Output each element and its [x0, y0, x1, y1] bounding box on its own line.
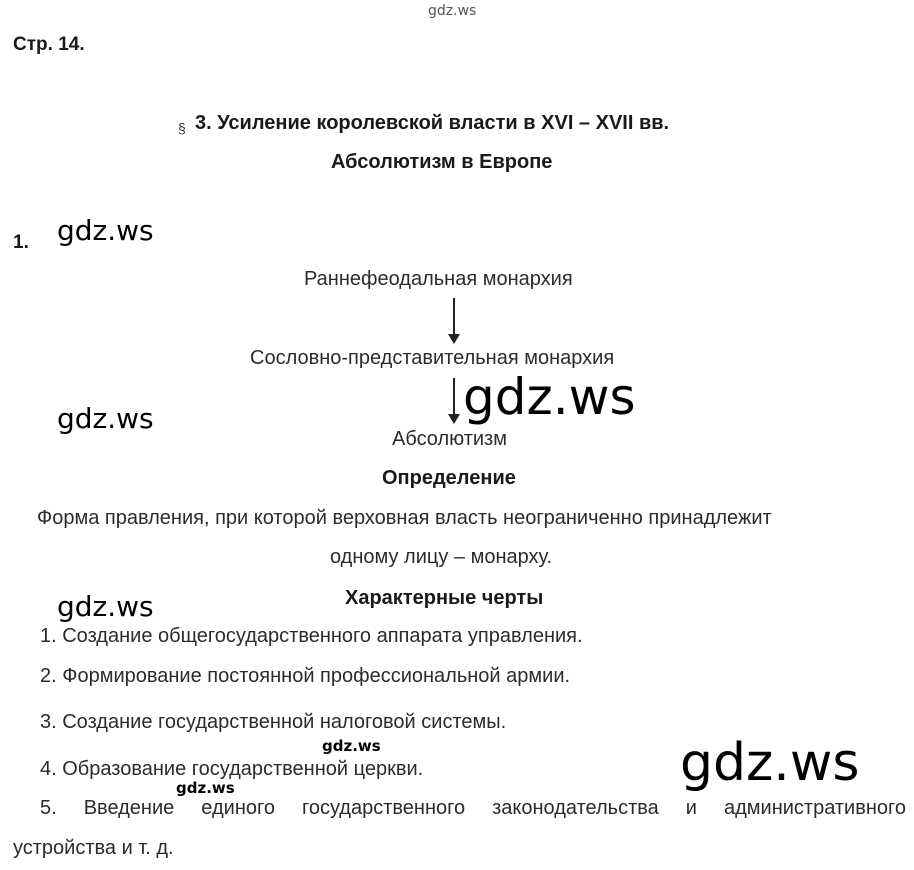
feature-item-5: 5. Введение единого государственного законодательства и административного: [40, 797, 906, 819]
page-label: Стр. 14.: [13, 34, 85, 55]
title-line-2: Абсолютизм в Европе: [331, 151, 553, 173]
watermark-small-1: gdz.ws: [322, 737, 381, 755]
scheme-step-3: Абсолютизм: [392, 428, 507, 450]
features-heading: Характерные черты: [345, 587, 544, 609]
feature-item-5-continuation: устройства и т. д.: [13, 837, 174, 859]
definition-line-1: Форма правления, при которой верховная власть неограниченно принадлежит: [37, 507, 772, 529]
definition-line-2: одному лицу – монарху.: [330, 546, 553, 568]
watermark-left-2: gdz.ws: [57, 402, 154, 435]
arrow-down-2: [453, 378, 455, 416]
watermark-big-right: gdz.ws: [680, 733, 860, 793]
feature-item-1: 1. Создание общегосударственного аппарата управления.: [40, 625, 583, 647]
title-line-1: 3. Усиление королевской власти в XVI – XVII вв.: [195, 112, 670, 134]
definition-heading: Определение: [382, 467, 516, 489]
scheme-step-2: Сословно-представительная монархия: [250, 347, 615, 369]
section-mark: §: [178, 120, 186, 136]
feature-item-3: 3. Создание государственной налоговой системы.: [40, 711, 507, 733]
feature-item-4: 4. Образование государственной церкви.: [40, 758, 424, 780]
watermark-left-1: gdz.ws: [57, 214, 154, 247]
watermark-small-2: gdz.ws: [176, 779, 235, 797]
task-number: 1.: [13, 232, 29, 253]
arrow-down-1: [453, 298, 455, 336]
feature-item-2: 2. Формирование постоянной профессиональной армии.: [40, 665, 571, 687]
watermark-center: gdz.ws: [463, 368, 636, 426]
watermark-left-3: gdz.ws: [57, 590, 154, 623]
watermark-top: gdz.ws: [428, 3, 477, 19]
scheme-step-1: Раннефеодальная монархия: [304, 268, 573, 290]
